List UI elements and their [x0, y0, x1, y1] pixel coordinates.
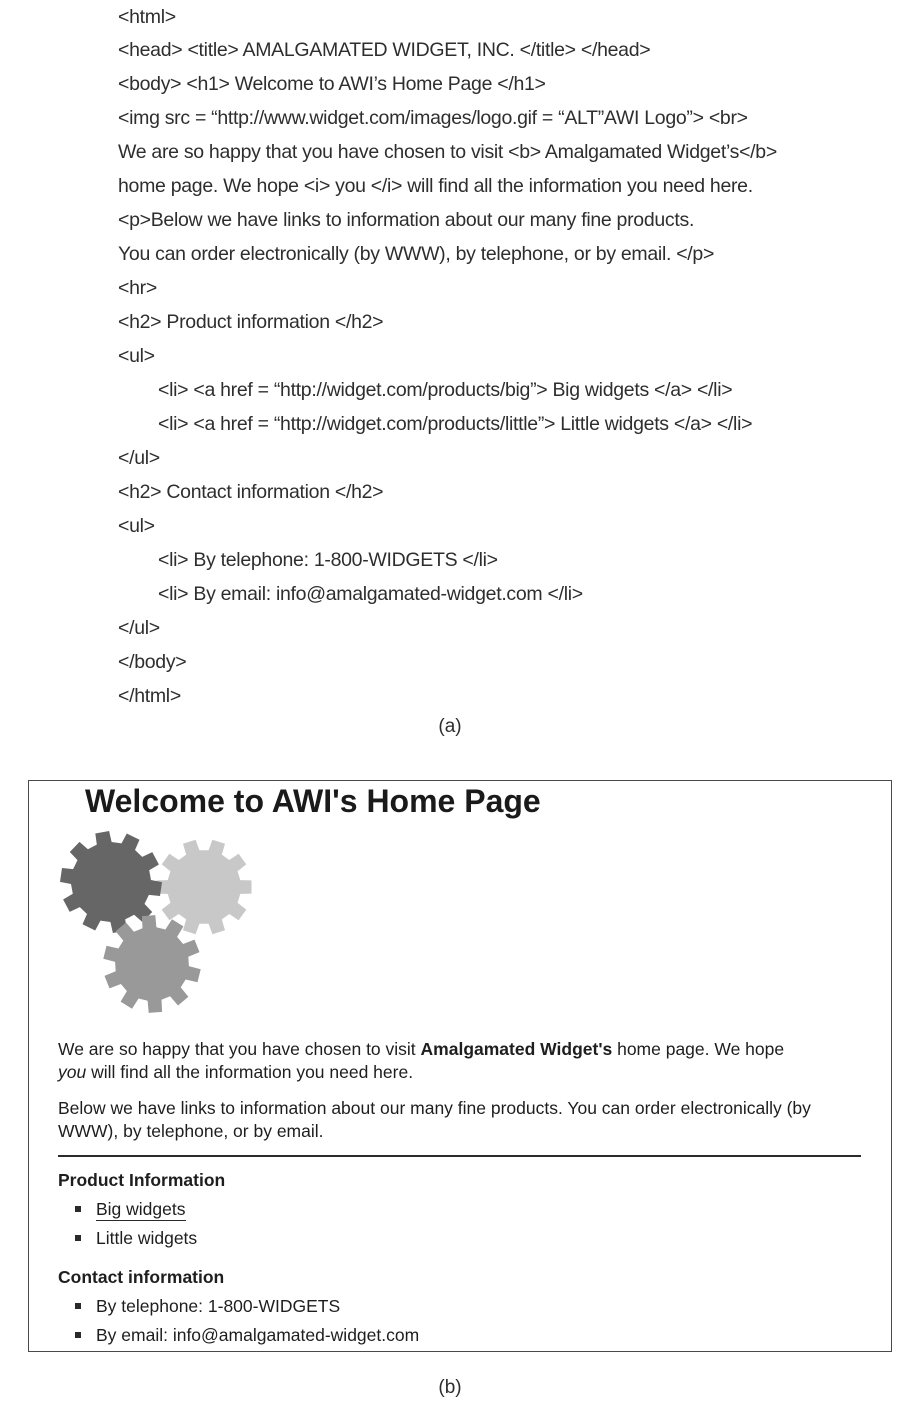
page-title: Welcome to AWI's Home Page [85, 783, 541, 819]
source-line: <hr> [118, 277, 157, 299]
little-widgets-text: Little widgets [96, 1228, 198, 1248]
source-line: <li> <a href = “http://widget.com/products/big”> Big widgets </a> </li> [158, 379, 733, 401]
telephone-text: By telephone: 1-800-WIDGETS [96, 1296, 341, 1316]
list-item [96, 1197, 186, 1221]
bullet-icon [75, 1303, 81, 1309]
caption-a: (a) [438, 716, 462, 737]
source-line: <li> By email: info@amalgamated-widget.com </li> [158, 583, 583, 605]
gear-icon-light [157, 840, 252, 935]
source-line: <h2> Product information </h2> [118, 311, 384, 333]
source-line: <html> [118, 6, 176, 28]
contact-info-heading: Contact information [58, 1267, 225, 1287]
list-item [96, 1226, 197, 1250]
source-line: </body> [118, 651, 187, 673]
list-item [96, 1294, 340, 1318]
intro-paragraph: We are so happy that you have chosen to visit Amalgamated Widget's home page. We hope you will find all the information you need here. [58, 1039, 785, 1082]
awi-logo-gears-icon [51, 825, 301, 1025]
rendered-page-frame [28, 780, 892, 1352]
list-item [96, 1323, 419, 1347]
source-line: You can order electronically (by WWW), by telephone, or by email. </p> [118, 243, 715, 265]
source-line: <head> <title> AMALGAMATED WIDGET, INC. </title> </head> [118, 39, 651, 61]
source-line: </html> [118, 685, 181, 707]
product-info-heading: Product Information [58, 1170, 226, 1190]
bullet-icon [75, 1206, 81, 1212]
email-text: By email: info@amalgamated-widget.com [96, 1325, 420, 1345]
source-line: <ul> [118, 515, 155, 537]
source-line: <li> By telephone: 1-800-WIDGETS </li> [158, 549, 498, 571]
source-line: </ul> [118, 447, 160, 469]
products-paragraph: Below we have links to information about our many fine products. You can order electronically (by WWW), by telephone, or by email. [58, 1098, 811, 1141]
caption-b: (b) [438, 1377, 462, 1398]
company-name-bold: Amalgamated Widget's [420, 1039, 613, 1059]
source-line: <body> <h1> Welcome to AWI’s Home Page </h1> [118, 73, 546, 95]
source-line: <ul> [118, 345, 155, 367]
source-line: </ul> [118, 617, 160, 639]
horizontal-rule [58, 1155, 861, 1157]
source-line: <li> <a href = “http://widget.com/products/little”> Little widgets </a> </li> [158, 413, 753, 435]
source-line: <p>Below we have links to information about our many fine products. [118, 209, 695, 231]
bullet-icon [75, 1332, 81, 1338]
source-line: <img src = “http://www.widget.com/images/logo.gif = “ALT”AWI Logo”> <br> [118, 107, 748, 129]
big-widgets-link[interactable]: Big widgets [96, 1199, 186, 1219]
bullet-icon [75, 1235, 81, 1241]
source-line: <h2> Contact information </h2> [118, 481, 384, 503]
source-line: We are so happy that you have chosen to visit <b> Amalgamated Widget’s</b> [118, 141, 777, 163]
source-line: home page. We hope <i> you </i> will find all the information you need here. [118, 175, 753, 197]
emphasis-you: you [58, 1062, 87, 1082]
